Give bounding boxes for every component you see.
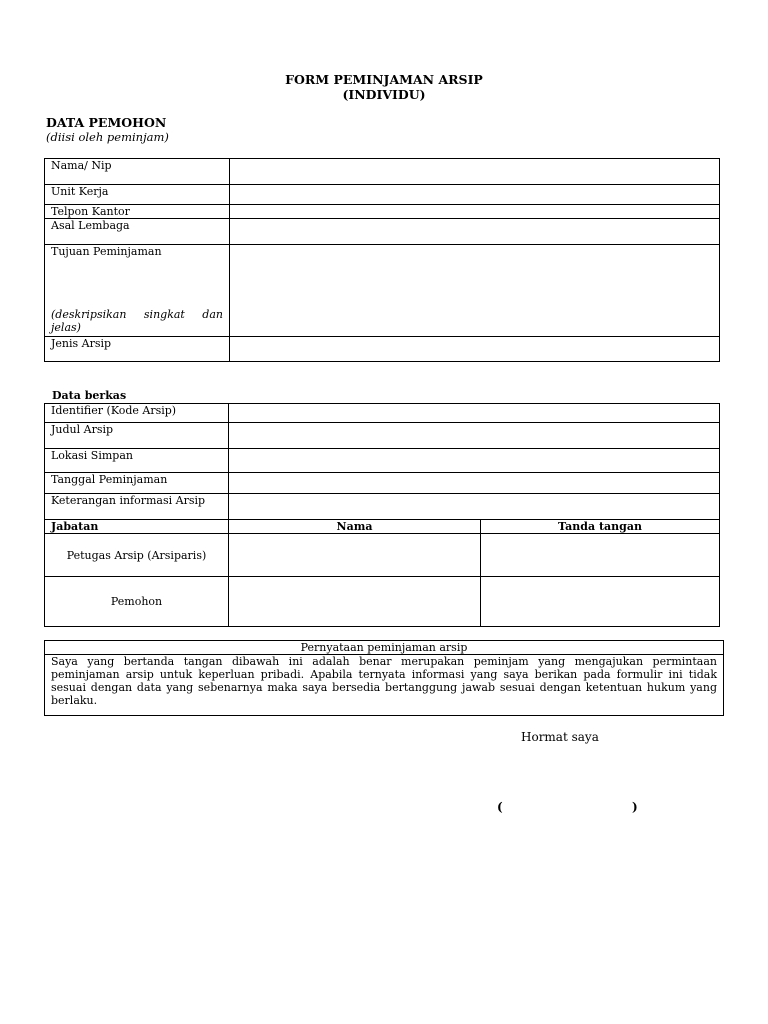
applicant-heading: DATA PEMOHON — [46, 115, 167, 130]
files-heading: Data berkas — [52, 389, 127, 402]
label-unit-kerja: Unit Kerja — [45, 185, 230, 205]
field-keterangan[interactable] — [229, 494, 720, 520]
field-judul[interactable] — [229, 423, 720, 449]
statement-title-row — [45, 641, 724, 655]
field-jenis-arsip[interactable] — [230, 337, 720, 362]
field-tujuan[interactable] — [230, 245, 720, 337]
field-lokasi[interactable] — [229, 449, 720, 473]
field-nama-nip[interactable] — [230, 159, 720, 185]
label-keterangan: Keterangan informasi Arsip — [45, 494, 229, 520]
field-asal-lembaga[interactable] — [230, 219, 720, 245]
cell-tujuan — [45, 245, 230, 337]
label-nama-nip: Nama/ Nip — [45, 159, 230, 185]
row-lokasi — [45, 449, 720, 473]
field-unit-kerja[interactable] — [230, 185, 720, 205]
row-telpon-kantor — [45, 205, 720, 219]
field-identifier[interactable] — [229, 404, 720, 423]
sign-row-petugas — [45, 534, 720, 577]
files-table — [44, 403, 720, 627]
tujuan-desc-line1: (deskripsikan singkat dan — [51, 308, 223, 321]
statement-text: Saya yang bertanda tangan dibawah ini adalah benar merupakan peminjam yang mengajukan permintaan peminjaman arsip untuk keperluan pribadi. Apabila ternyata informasi yang saya berikan pada formulir ini tidak sesuai dengan data yang sebenarnya maka saya bersedia bertanggung jawab sesuai dengan ketentuan hukum yang berlaku. — [45, 655, 724, 716]
header-nama: Nama — [229, 520, 481, 534]
label-tanggal: Tanggal Peminjaman — [45, 473, 229, 494]
header-jabatan: Jabatan — [45, 520, 229, 534]
label-identifier: Identifier (Kode Arsip) — [45, 404, 229, 423]
header-tanda-tangan: Tanda tangan — [481, 520, 720, 534]
form-subtitle: (INDIVIDU) — [342, 87, 426, 102]
statement-body-row — [45, 655, 724, 716]
row-tujuan — [45, 245, 720, 337]
label-jenis-arsip: Jenis Arsip — [45, 337, 230, 362]
applicant-table — [44, 158, 720, 362]
applicant-note: (diisi oleh peminjam) — [46, 130, 169, 144]
row-asal-lembaga — [45, 219, 720, 245]
row-identifier — [45, 404, 720, 423]
row-jenis-arsip — [45, 337, 720, 362]
closing-greeting: Hormat saya — [521, 730, 599, 744]
sign-header-row — [45, 520, 720, 534]
label-tujuan: Tujuan Peminjaman — [51, 245, 162, 258]
row-unit-kerja — [45, 185, 720, 205]
tujuan-desc-line2: jelas) — [51, 321, 81, 334]
statement-title: Pernyataan peminjaman arsip — [45, 641, 724, 655]
label-telpon-kantor: Telpon Kantor — [45, 205, 230, 219]
field-petugas-nama[interactable] — [229, 534, 481, 577]
form-title: FORM PEMINJAMAN ARSIP — [285, 72, 483, 87]
label-petugas: Petugas Arsip (Arsiparis) — [45, 534, 229, 577]
signature-paren-open: ( — [497, 800, 503, 814]
sign-row-pemohon — [45, 577, 720, 627]
label-lokasi: Lokasi Simpan — [45, 449, 229, 473]
row-judul — [45, 423, 720, 449]
field-pemohon-ttd[interactable] — [481, 577, 720, 627]
field-pemohon-nama[interactable] — [229, 577, 481, 627]
row-keterangan — [45, 494, 720, 520]
label-judul: Judul Arsip — [45, 423, 229, 449]
label-asal-lembaga: Asal Lembaga — [45, 219, 230, 245]
field-tanggal[interactable] — [229, 473, 720, 494]
field-telpon-kantor[interactable] — [230, 205, 720, 219]
row-tanggal — [45, 473, 720, 494]
signature-paren-close: ) — [632, 800, 638, 814]
row-nama-nip — [45, 159, 720, 185]
label-pemohon: Pemohon — [45, 577, 229, 627]
field-petugas-ttd[interactable] — [481, 534, 720, 577]
statement-table — [44, 640, 724, 716]
